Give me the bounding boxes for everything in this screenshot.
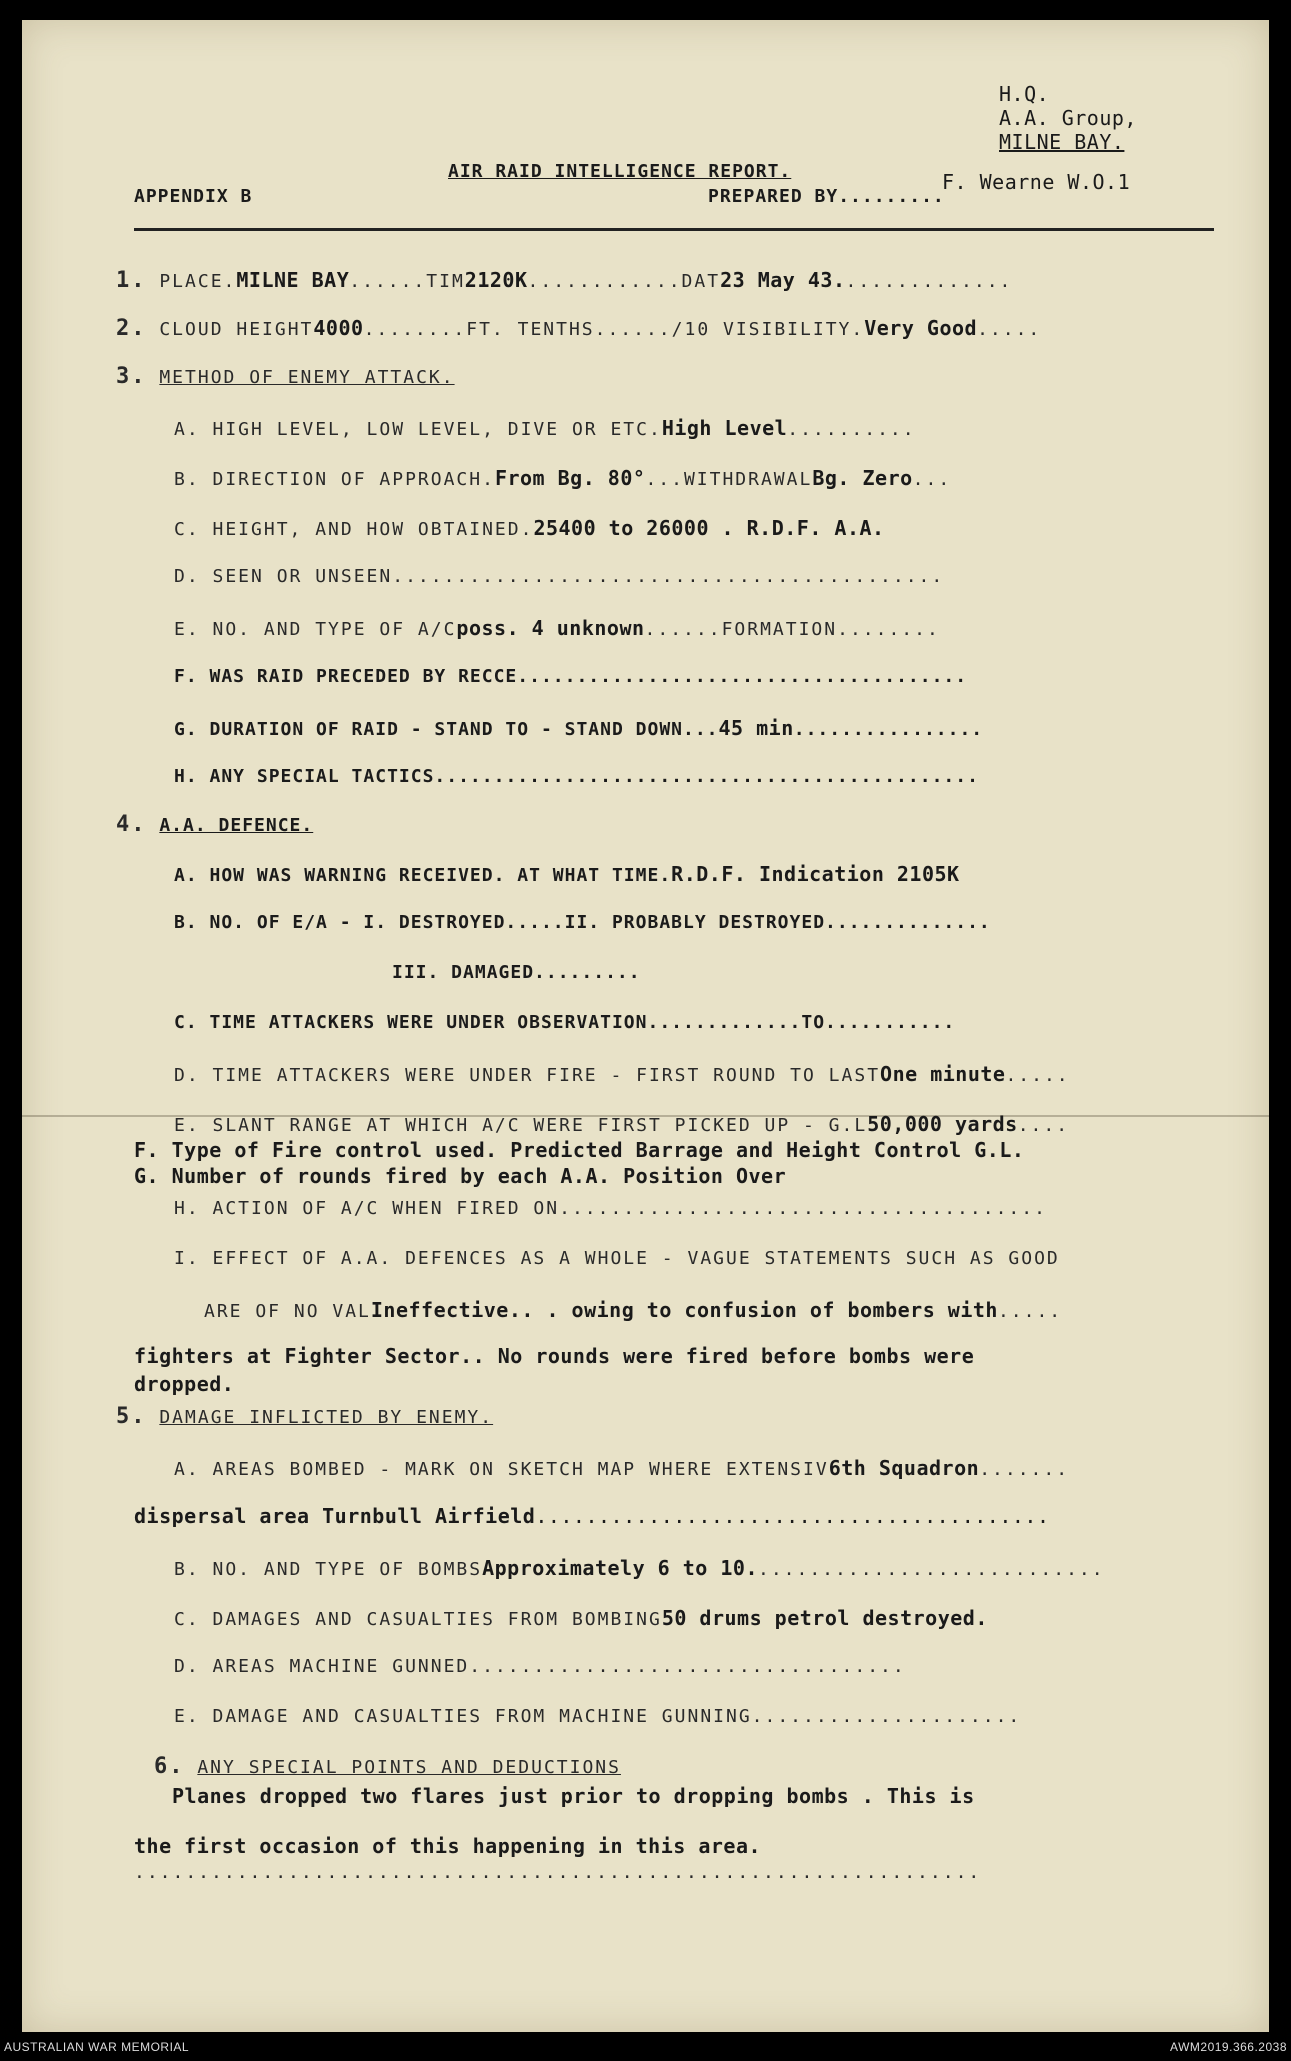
header-group: A.A. Group, [999,106,1137,130]
item-4i-line2: ARE OF NO VALIneffective.. . owing to confusion of bombers with..... [204,1298,1063,1322]
item-4i-line3: fighters at Fighter Sector.. No rounds were fired before bombs were [134,1344,975,1368]
date-value: 23 May 43. [720,268,846,292]
header-hq: H.Q. [999,82,1050,106]
item-4a: A. HOW WAS WARNING RECEIVED. AT WHAT TIME.R.D.F. Indication 2105K [174,862,960,886]
item-3b: B. DIRECTION OF APPROACH.From Bg. 80°...WITHDRAWALBg. Zero... [174,466,952,490]
section-3-title: 3. METHOD OF ENEMY ATTACK. [116,364,455,389]
item-3g: G. DURATION OF RAID - STAND TO - STAND DOWN...45 min................ [174,716,984,740]
item-4h: H. ACTION OF A/C WHEN FIRED ON...................................... [174,1198,1047,1219]
prepared-by-label: PREPARED BY......... [708,186,945,207]
section-4-title: 4. A.A. DEFENCE. [116,812,314,837]
item-4i-line4: dropped. [134,1372,235,1396]
section-6-line1: Planes dropped two flares just prior to dropping bombs . This is [172,1784,975,1808]
item-4d: D. TIME ATTACKERS WERE UNDER FIRE - FIRST ROUND TO LASTOne minute..... [174,1062,1070,1086]
item-5b: B. NO. AND TYPE OF BOMBSApproximately 6 to 10............................ [174,1556,1105,1580]
item-3c: C. HEIGHT, AND HOW OBTAINED.25400 to 26000 . R.D.F. A.A. [174,516,885,540]
document-page [22,20,1269,2032]
report-title: AIR RAID INTELLIGENCE REPORT. [448,161,792,182]
item-5e: E. DAMAGE AND CASUALTIES FROM MACHINE GUNNING..................... [174,1706,1022,1727]
section-5-title: 5. DAMAGE INFLICTED BY ENEMY. [116,1404,494,1429]
section-1: 1. PLACE.MILNE BAY......TIM2120K............DAT23 May 43.............. [116,268,1013,293]
item-3h: H. ANY SPECIAL TACTICS.............................................. [174,766,979,787]
item-3e: E. NO. AND TYPE OF A/Cposs. 4 unknown......FORMATION........ [174,616,940,640]
place-value: MILNE BAY [236,268,350,292]
section-2: 2. CLOUD HEIGHT4000........FT. TENTHS....../10 VISIBILITY.Very Good..... [116,316,1042,341]
cloud-height-value: 4000 [313,316,364,340]
section-6-dotted-line: .................................................................. [134,1862,982,1883]
header-location: MILNE BAY. [999,130,1125,154]
item-4e: E. SLANT RANGE AT WHICH A/C WERE FIRST PICKED UP - G.L50,000 yards.... [174,1112,1070,1136]
item-5a-line2: dispersal area Turnbull Airfield......................................... [134,1504,1050,1528]
item-3d: D. SEEN OR UNSEEN........................................... [174,566,945,587]
item-4i: I. EFFECT OF A.A. DEFENCES AS A WHOLE - VAGUE STATEMENTS SUCH AS GOOD [174,1248,1060,1269]
item-4f: F. Type of Fire control used. Predicted Barrage and Height Control G.L. [134,1138,1025,1162]
visibility-value: Very Good [864,316,978,340]
footer-credit: AUSTRALIAN WAR MEMORIAL [4,2040,190,2054]
prepared-by-value: F. Wearne W.O.1 [942,170,1131,194]
item-3f: F. WAS RAID PRECEDED BY RECCE...................................... [174,666,968,687]
time-value: 2120K [464,268,528,292]
item-5d: D. AREAS MACHINE GUNNED.................................. [174,1656,906,1677]
header-rule [134,228,1214,231]
item-5c: C. DAMAGES AND CASUALTIES FROM BOMBING50 drums petrol destroyed. [174,1606,988,1630]
item-4g: G. Number of rounds fired by each A.A. Position Over [134,1164,787,1188]
footer-accession: AWM2019.366.2038 [1170,2040,1287,2054]
section-6-title: 6. ANY SPECIAL POINTS AND DEDUCTIONS [154,1754,621,1779]
item-5a: A. AREAS BOMBED - MARK ON SKETCH MAP WHERE EXTENSIV6th Squadron....... [174,1456,1070,1480]
item-3a: A. HIGH LEVEL, LOW LEVEL, DIVE OR ETC.High Level.......... [174,416,916,440]
item-4c: C. TIME ATTACKERS WERE UNDER OBSERVATION.............TO........... [174,1012,956,1033]
appendix-label: APPENDIX B [134,186,253,207]
section-6-line2: the first occasion of this happening in this area. [134,1834,762,1858]
item-4b-iii: III. DAMAGED......... [392,962,641,983]
item-4b: B. NO. OF E/A - I. DESTROYED.....II. PROBABLY DESTROYED.............. [174,912,991,933]
